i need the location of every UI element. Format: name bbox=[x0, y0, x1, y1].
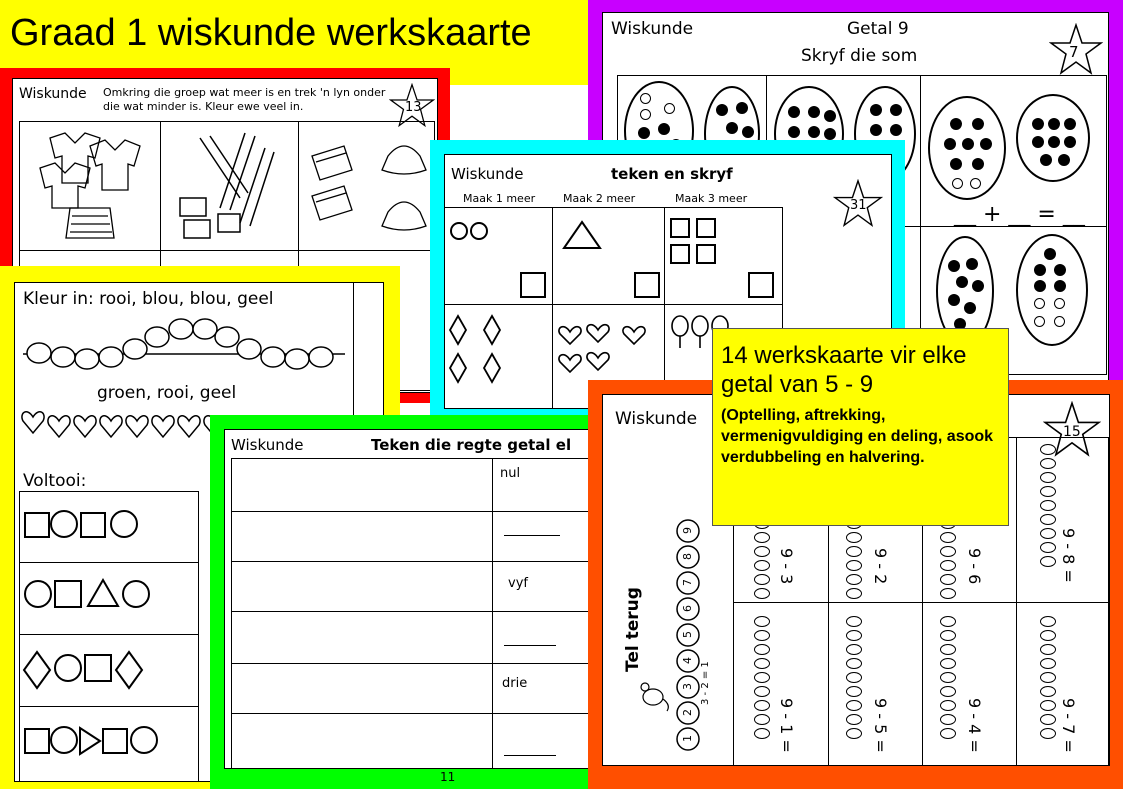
promo-callout bbox=[712, 328, 1009, 526]
complete-label: Voltooi: bbox=[23, 471, 87, 491]
diamond-icon bbox=[114, 650, 144, 690]
subject-label: Wiskunde bbox=[19, 86, 87, 102]
heart-icon bbox=[556, 314, 616, 374]
worksheet-regte-getal bbox=[224, 429, 604, 769]
sheet-heading: Getal 9 bbox=[847, 19, 909, 39]
card-regte-getal bbox=[210, 415, 610, 789]
sum-expression: 9 - 1 = bbox=[777, 698, 796, 753]
sheet-heading: teken en skryf bbox=[611, 165, 733, 183]
column-header: Maak 2 meer bbox=[563, 192, 636, 205]
track-number: 9 bbox=[681, 527, 694, 534]
shirt-icon bbox=[30, 128, 150, 243]
heart-icon bbox=[620, 316, 650, 356]
sum-expression: 9 - 6 bbox=[965, 548, 984, 585]
track-number: 5 bbox=[681, 631, 694, 638]
number-word: vyf bbox=[508, 576, 528, 591]
track-number: 1 bbox=[681, 735, 694, 742]
dot-oval bbox=[1016, 94, 1090, 182]
column-header: Maak 1 meer bbox=[463, 192, 536, 205]
subject-label: Wiskunde bbox=[615, 409, 698, 429]
track-number: 7 bbox=[681, 579, 694, 586]
promo-heading: 14 werkskaarte vir elke getal van 5 - 9 bbox=[721, 342, 967, 398]
number-track-circles bbox=[675, 495, 705, 755]
crutches-icon bbox=[170, 128, 290, 243]
triangle-icon bbox=[562, 220, 602, 250]
mouse-icon bbox=[633, 675, 673, 715]
sum-expression: 9 - 7 = bbox=[1059, 698, 1078, 753]
pattern-grid bbox=[19, 491, 199, 782]
books-hat-icon bbox=[304, 126, 434, 251]
track-number: 2 bbox=[681, 709, 694, 716]
track-number: 6 bbox=[681, 605, 694, 612]
page-number: 13 bbox=[405, 100, 422, 115]
column-header: Maak 3 meer bbox=[675, 192, 748, 205]
page-number: 31 bbox=[850, 198, 867, 213]
dot-oval bbox=[928, 96, 1006, 200]
sheet-instruction: Skryf die som bbox=[801, 46, 918, 66]
sheet-instruction: Kleur in: rooi, blou, blou, geel bbox=[23, 289, 274, 309]
answer-grid bbox=[231, 458, 604, 769]
small-sum: 3 - 2 = 1 bbox=[700, 661, 711, 705]
bead-chain-icon bbox=[19, 309, 349, 389]
color-instruction: groen, rooi, geel bbox=[97, 383, 237, 403]
page-title: Graad 1 wiskunde werkskaarte bbox=[10, 12, 532, 54]
equation-blank: __ + __ = __ bbox=[954, 202, 1085, 227]
sheet-heading: Teken die regte getal el bbox=[371, 436, 572, 454]
number-track bbox=[679, 495, 701, 755]
sum-expression: 9 - 2 bbox=[871, 548, 890, 585]
number-word: nul bbox=[500, 466, 521, 481]
sum-expression: 9 - 8 = bbox=[1059, 528, 1078, 583]
subject-label: Wiskunde bbox=[451, 165, 524, 183]
diamond-icon bbox=[448, 314, 508, 394]
page-number: 11 bbox=[440, 770, 456, 784]
number-word: drie bbox=[502, 676, 528, 691]
track-number: 8 bbox=[681, 553, 694, 560]
page-number: 7 bbox=[1069, 43, 1079, 61]
diamond-icon bbox=[22, 650, 52, 690]
triangle-right-icon bbox=[78, 726, 102, 756]
dot-oval bbox=[1016, 234, 1088, 346]
sum-expression: 9 - 5 = bbox=[871, 698, 890, 753]
sum-expression: 9 - 4 = bbox=[965, 698, 984, 753]
subject-label: Wiskunde bbox=[231, 436, 304, 454]
track-number: 4 bbox=[681, 657, 694, 664]
side-label: Tel terug bbox=[622, 587, 643, 672]
promo-body: (Optelling, aftrekking, vermenigvuldiging en deling, asook verdubbeling en halvering. bbox=[721, 407, 994, 466]
triangle-icon bbox=[86, 578, 120, 608]
sheet-instruction: Omkring die groep wat meer is en trek 'n lyn onder die wat minder is. Kleur ewe veel in. bbox=[103, 86, 386, 113]
track-number: 3 bbox=[681, 683, 694, 690]
subject-label: Wiskunde bbox=[611, 19, 694, 39]
sum-expression: 9 - 3 bbox=[777, 548, 796, 585]
page-number: 15 bbox=[1063, 424, 1081, 440]
